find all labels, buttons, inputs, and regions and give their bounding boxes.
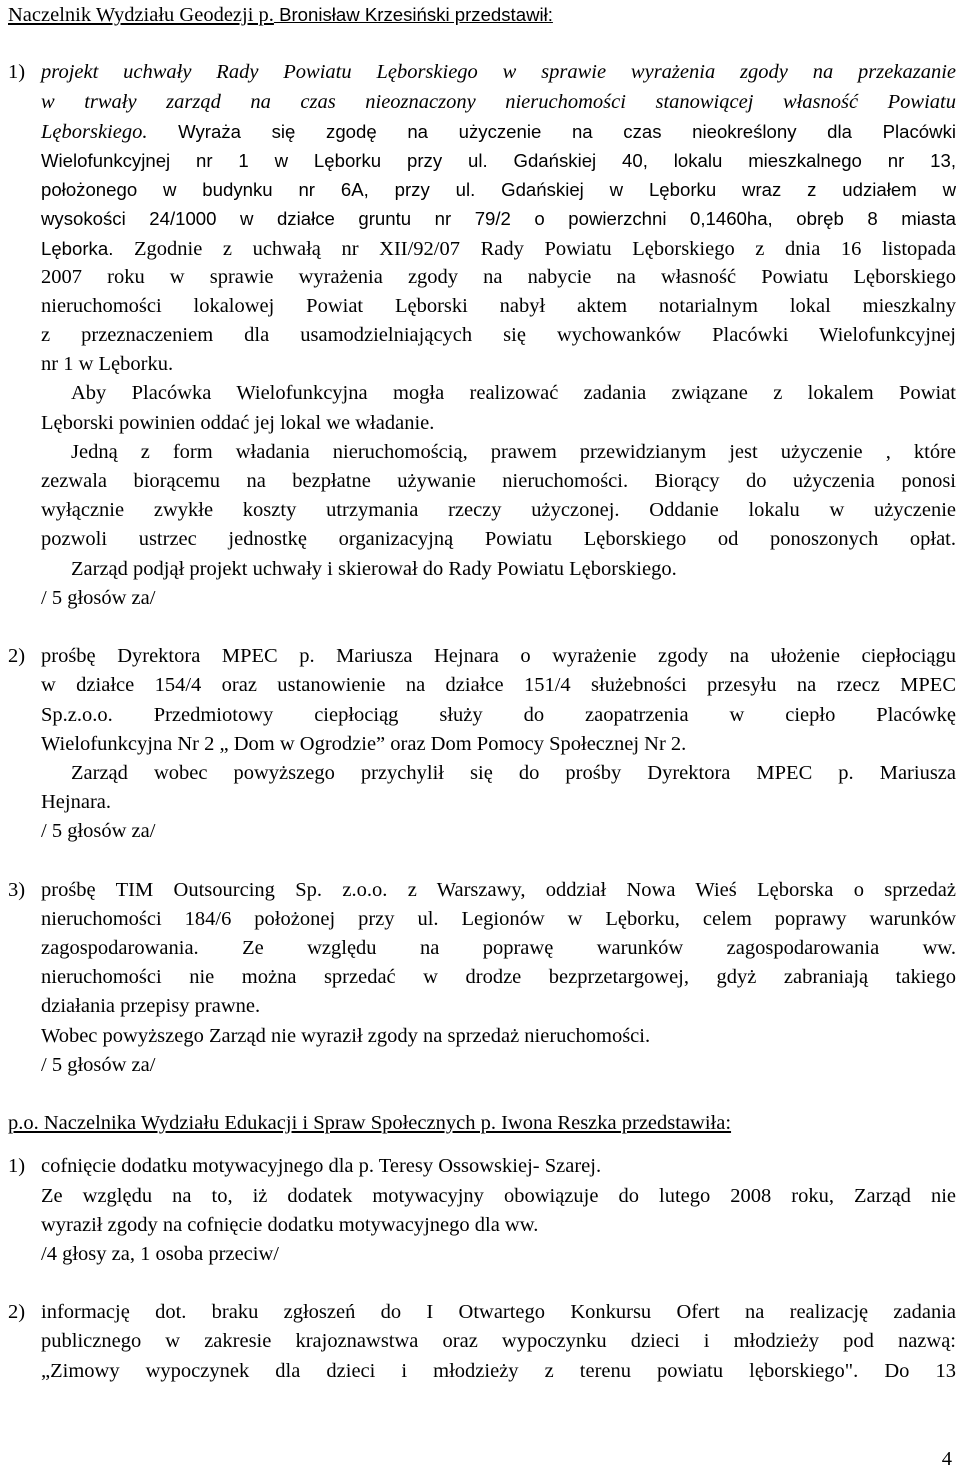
- item2-line-6: Hejnara.: [41, 791, 111, 814]
- item1-line-10: z przeznaczeniem dla usamodzielniających się wychowanków Placówki Wielofunkcyjnej: [41, 324, 956, 347]
- item2-vote-result: / 5 głosów za/: [41, 820, 156, 843]
- item3-line-3: zagospodarowania. Ze względu na poprawę warunków zagospodarowania ww.: [41, 937, 956, 959]
- item1-paragraph-3-line-1: Jedną z form władania nieruchomością, prawem przewidzianym jest użyczenie , które: [71, 440, 956, 463]
- item1-line-7: Lęborka. Zgodnie z uchwałą nr XII/92/07 Rady Powiatu Lęborskiego z dnia 16 listopada: [41, 237, 956, 260]
- item2-line-5: Zarząd wobec powyższego przychylił się do prośby Dyrektora MPEC p. Mariusza: [71, 761, 956, 784]
- item1-line-6: wysokości 24/1000 w działce gruntu nr 79/2 o powierzchni 0,1460ha, obręb 8 miasta: [41, 208, 956, 230]
- agenda-item-education-2: [8, 1298, 956, 1386]
- item1-paragraph-4-line-1: Zarząd podjął projekt uchwały i skierował do Rady Powiatu Lęborskiego.: [71, 557, 677, 580]
- agenda-item-1: [8, 58, 956, 613]
- agenda-item-3: [8, 876, 956, 1080]
- item1-paragraph-3-line-3: wyłącznie zwykłe koszty utrzymania rzeczy użyczonej. Oddanie lokalu w użyczenie: [41, 499, 956, 522]
- item1-line-3: Lęborskiego. Wyraża się zgodę na użyczenie na czas nieokreślony dla Placówki: [41, 120, 956, 143]
- item3-line-6: Wobec powyższego Zarząd nie wyraził zgody na sprzedaż nieruchomości.: [41, 1024, 651, 1047]
- item4-line-3: wyraził zgody na cofnięcie dodatku motywacyjnego dla ww.: [41, 1213, 539, 1236]
- item3-line-5: działania przepisy prawne.: [41, 995, 261, 1018]
- item1-line-9: nieruchomości lokalowej Powiat Lęborski nabył aktem notarialnym lokal mieszkalny: [41, 294, 956, 317]
- item1-line-8: 2007 roku w sprawie wyrażenia zgody na nabycie na własność Powiatu Lęborskiego: [41, 265, 956, 288]
- page-number: 4: [941, 1448, 952, 1470]
- item2-line-2: w działce 154/4 oraz ustanowienie na działce 151/4 służebności przesyłu na rzecz MPEC: [41, 674, 956, 697]
- document-page: [8, 0, 956, 1386]
- item4-line-1: 1) cofnięcie dodatku motywacyjnego dla p. Teresy Ossowskiej- Szarej.: [8, 1155, 602, 1178]
- heading-underlined-part: Naczelnik Wydziału Geodezji p.: [8, 4, 274, 26]
- agenda-item-education-1: [8, 1152, 956, 1269]
- item5-line-1: 2) informację dot. braku zgłoszeń do I Otwartego Konkursu Ofert na realizację zadania: [8, 1301, 956, 1324]
- heading-name-part: Bronisław Krzesiński przedstawił:: [273, 4, 553, 25]
- item1-line-5: położonego w budynku nr 6A, przy ul. Gdańskiej w Lęborku wraz z udziałem w: [41, 179, 956, 201]
- item1-line-2: w trwały zarząd na czas nieoznaczony nieruchomości stanowiącej własność Powiatu: [41, 90, 956, 113]
- item5-line-2: publicznego w zakresie krajoznawstwa oraz wypoczynku dzieci i młodzieży pod nazwą:: [41, 1330, 956, 1353]
- item1-paragraph-2-line-2: Lęborski powinien oddać jej lokal we władanie.: [41, 411, 435, 434]
- item1-paragraph-2-line-1: Aby Placówka Wielofunkcyjna mogła realizować zadania związane z lokalem Powiat: [71, 382, 956, 405]
- agenda-item-2: [8, 642, 956, 846]
- item3-vote-result: / 5 głosów za/: [41, 1053, 156, 1076]
- section-heading-education: p.o. Naczelnika Wydziału Edukacji i Spraw Społecznych p. Iwona Reszka przedstawiła:: [8, 1112, 732, 1135]
- item2-line-1: 2) prośbę Dyrektora MPEC p. Mariusza Hejnara o wyrażenie zgody na ułożenie ciepłociągu: [8, 645, 956, 668]
- item3-line-2: nieruchomości 184/6 położonej przy ul. Legionów w Lęborku, celem poprawy warunków: [41, 907, 956, 930]
- item1-line-11: nr 1 w Lęborku.: [41, 353, 174, 376]
- item2-line-4: Wielofunkcyjna Nr 2 „ Dom w Ogrodzie” oraz Dom Pomocy Społecznej Nr 2.: [41, 732, 687, 755]
- item1-vote-result: / 5 głosów za/: [41, 586, 156, 609]
- item3-line-4: nieruchomości nie można sprzedać w drodze bezprzetargowej, gdyż zabraniają takiego: [41, 966, 956, 989]
- item3-line-1: 3) prośbę TIM Outsourcing Sp. z.o.o. z Warszawy, oddział Nowa Wieś Lęborska o sprzedaż: [8, 878, 956, 901]
- item4-line-2: Ze względu na to, iż dodatek motywacyjny obowiązuje do lutego 2008 roku, Zarząd nie: [41, 1184, 956, 1207]
- item2-line-3: Sp.z.o.o. Przedmiotowy ciepłociąg służy do zaopatrzenia w ciepło Placówkę: [41, 703, 956, 726]
- item1-line-4: Wielofunkcyjnej nr 1 w Lęborku przy ul. Gdańskiej 40, lokalu mieszkalnego nr 13,: [41, 149, 956, 171]
- item5-line-3: „Zimowy wypoczynek dla dzieci i młodzieży z terenu powiatu lęborskiego". Do 13: [41, 1359, 956, 1382]
- item1-paragraph-3-line-2: zezwala biorącemu na bezpłatne używanie nieruchomości. Biorący do użyczenia ponosi: [41, 470, 956, 492]
- item1-line-1: 1) projekt uchwały Rady Powiatu Lęborskiego w sprawie wyrażenia zgody na przekazanie: [8, 61, 956, 84]
- item1-paragraph-3-line-4: pozwoli ustrzec jednostkę organizacyjną Powiatu Lęborskiego od ponoszonych opłat.: [41, 528, 956, 551]
- item4-vote-result: /4 głosy za, 1 osoba przeciw/: [41, 1242, 279, 1265]
- section-heading-geodesy: [8, 0, 956, 29]
